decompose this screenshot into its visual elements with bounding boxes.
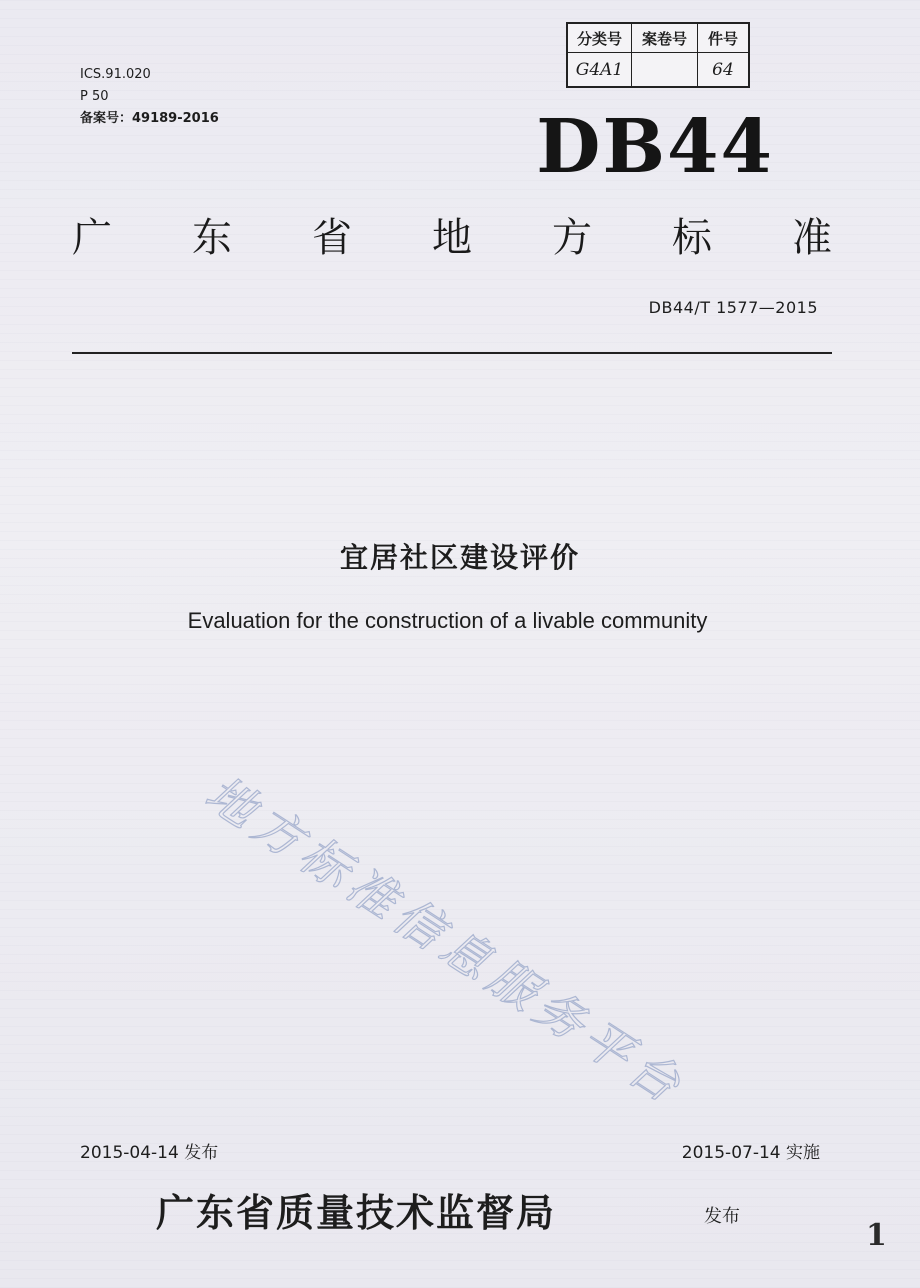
heading-char: 广	[72, 215, 112, 261]
classification-info	[80, 64, 219, 130]
standard-type-heading	[72, 206, 832, 263]
heading-char: 准	[792, 215, 832, 261]
issuer-suffix: 发布	[704, 1206, 740, 1227]
standard-logo-code: DB44	[536, 104, 774, 190]
stamp-value-item: 64	[712, 59, 734, 80]
stamp-header-item: 件号	[698, 24, 748, 53]
ics-code: ICS.91.020	[80, 67, 151, 82]
heading-char: 地	[432, 215, 472, 261]
heading-char: 标	[672, 215, 712, 261]
heading-char: 东	[192, 215, 232, 261]
stamp-header-file: 案卷号	[632, 24, 698, 53]
header-divider	[72, 352, 832, 354]
watermark-text: 地方标准信息服务平台	[195, 765, 696, 1118]
heading-char: 方	[552, 215, 592, 261]
archive-stamp	[566, 22, 750, 88]
p-code: P 50	[80, 89, 109, 104]
stamp-value-category: G4A1	[568, 53, 632, 86]
stamp-header-category: 分类号	[568, 24, 632, 53]
issue-date: 2015-04-14 发布	[80, 1143, 219, 1163]
standard-code: DB44/T 1577—2015	[648, 298, 818, 317]
title-chinese: 宜居社区建设评价	[339, 541, 580, 574]
issuing-authority: 广东省质量技术监督局	[156, 1190, 557, 1235]
record-number: 备案号：49189-2016	[80, 111, 219, 126]
title-english: Evaluation for the construction of a livable community	[187, 608, 708, 633]
stamp-value-file	[632, 53, 698, 86]
implementation-date: 2015-07-14 实施	[681, 1143, 820, 1163]
page-number: 1	[866, 1218, 887, 1253]
heading-char: 省	[312, 215, 352, 261]
